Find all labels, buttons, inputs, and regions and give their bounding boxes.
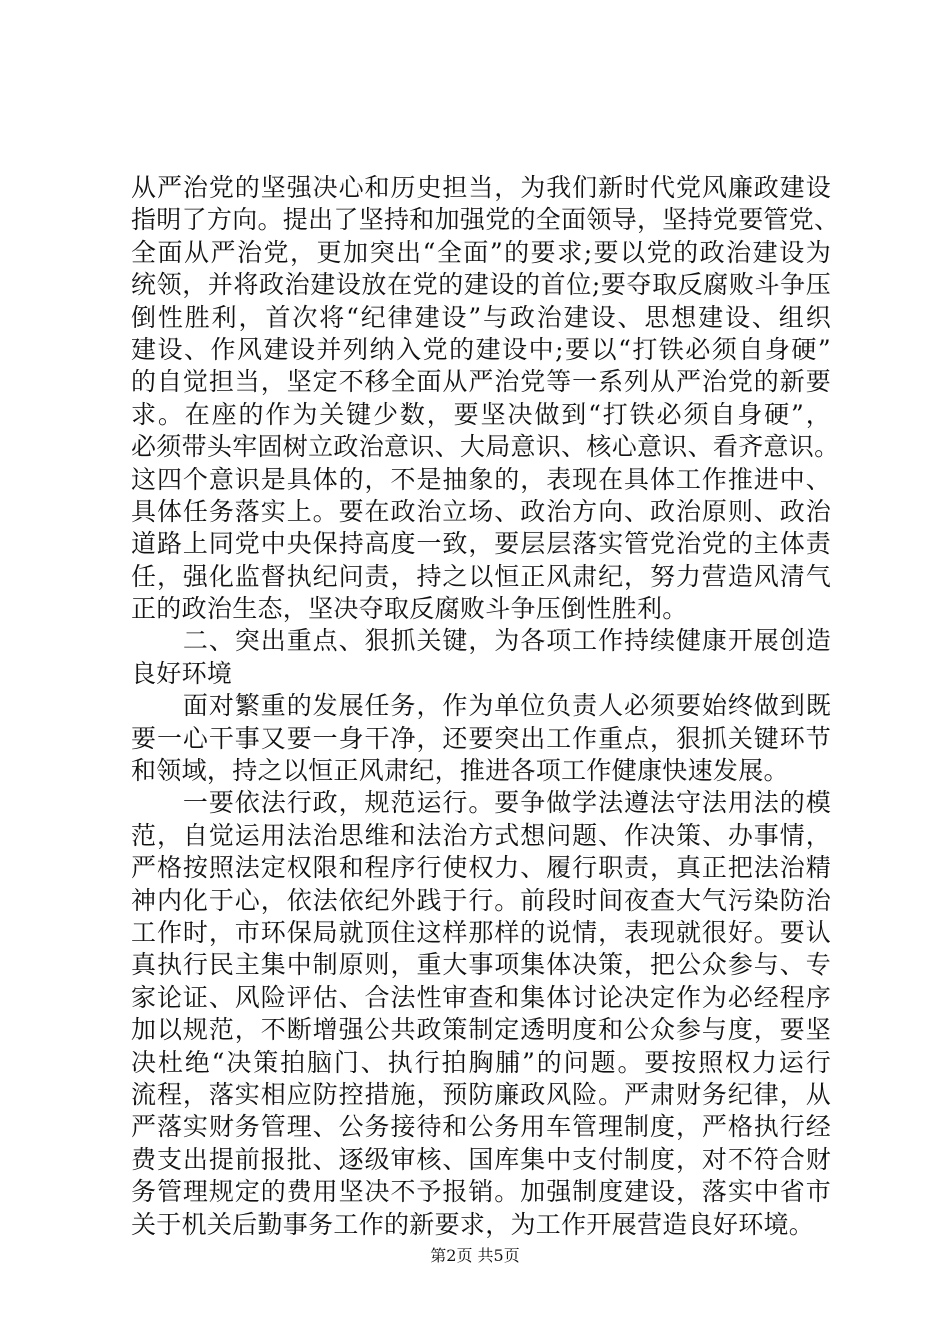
text-line: 从严治党的坚强决心和历史担当，为我们新时代党风廉政建设 — [131, 173, 831, 202]
text-line: 神内化于心，依法依纪外践于行。前段时间夜查大气污染防治 — [131, 885, 831, 915]
text-line: 全面从严治党，更加突出“全面”的要求;要以党的政治建设为 — [131, 237, 831, 267]
text-line: 流程，落实相应防控措施，预防廉政风险。严肃财务纪律，从 — [131, 1079, 831, 1109]
text-line: 务管理规定的费用坚决不予报销。加强制度建设，落实中省市 — [131, 1177, 831, 1207]
page-footer: 第2页 共5页 — [430, 1246, 520, 1265]
text-line: 要一心干事又要一身干净，还要突出工作重点，狠抓关键环节 — [131, 723, 831, 753]
text-line: 倒性胜利，首次将“纪律建设”与政治建设、思想建设、组织 — [131, 302, 831, 332]
text-line: 正的政治生态，坚决夺取反腐败斗争压倒性胜利。 — [131, 594, 688, 624]
text-line: 二、突出重点、狠抓关键，为各项工作持续健康开展创造 — [131, 626, 831, 656]
text-line: 任，强化监督执纪问责，持之以恒正风肃纪，努力营造风清气 — [131, 561, 831, 591]
text-line: 指明了方向。提出了坚持和加强党的全面领导，坚持党要管党、 — [131, 205, 840, 235]
text-line: 求。在座的作为关键少数，要坚决做到“打铁必须自身硬”， — [131, 399, 831, 429]
document-body — [131, 172, 840, 1241]
text-line: 必须带头牢固树立政治意识、大局意识、核心意识、看齐意识。 — [131, 432, 840, 462]
text-line: 统领，并将政治建设放在党的建设的首位;要夺取反腐败斗争压 — [131, 270, 831, 300]
text-line: 真执行民主集中制原则，重大事项集体决策，把公众参与、专 — [131, 950, 831, 980]
text-line: 和领域，持之以恒正风肃纪，推进各项工作健康快速发展。 — [131, 756, 789, 786]
text-line: 决杜绝“决策拍脑门、执行拍胸脯”的问题。要按照权力运行 — [131, 1047, 831, 1077]
text-line: 的自觉担当，坚定不移全面从严治党等一系列从严治党的新要 — [131, 367, 831, 397]
text-line: 家论证、风险评估、合法性审查和集体讨论决定作为必经程序 — [131, 982, 831, 1012]
text-line: 费支出提前报批、逐级审核、国库集中支付制度，对不符合财 — [131, 1144, 831, 1174]
text-line: 面对繁重的发展任务，作为单位负责人必须要始终做到既 — [131, 691, 831, 721]
text-line: 严格按照法定权限和程序行使权力、履行职责，真正把法治精 — [131, 853, 831, 883]
text-line: 一要依法行政，规范运行。要争做学法遵法守法用法的模 — [131, 788, 831, 818]
text-line: 道路上同党中央保持高度一致，要层层落实管党治党的主体责 — [131, 529, 831, 559]
text-line: 严落实财务管理、公务接待和公务用车管理制度，严格执行经 — [131, 1112, 831, 1142]
text-line: 这四个意识是具体的，不是抽象的，表现在具体工作推进中、 — [131, 464, 831, 494]
text-line: 具体任务落实上。要在政治立场、政治方向、政治原则、政治 — [131, 496, 831, 526]
text-line: 工作时，市环保局就顶住这样那样的说情，表现就很好。要认 — [131, 917, 831, 947]
text-line: 良好环境 — [131, 658, 233, 688]
text-line: 建设、作风建设并列纳入党的建设中;要以“打铁必须自身硬” — [131, 334, 831, 364]
text-line: 关于机关后勤事务工作的新要求，为工作开展营造良好环境。 — [131, 1209, 815, 1239]
text-line: 加以规范，不断增强公共政策制定透明度和公众参与度，要坚 — [131, 1015, 831, 1045]
text-line: 范，自觉运用法治思维和法治方式想问题、作决策、办事情， — [131, 820, 831, 850]
